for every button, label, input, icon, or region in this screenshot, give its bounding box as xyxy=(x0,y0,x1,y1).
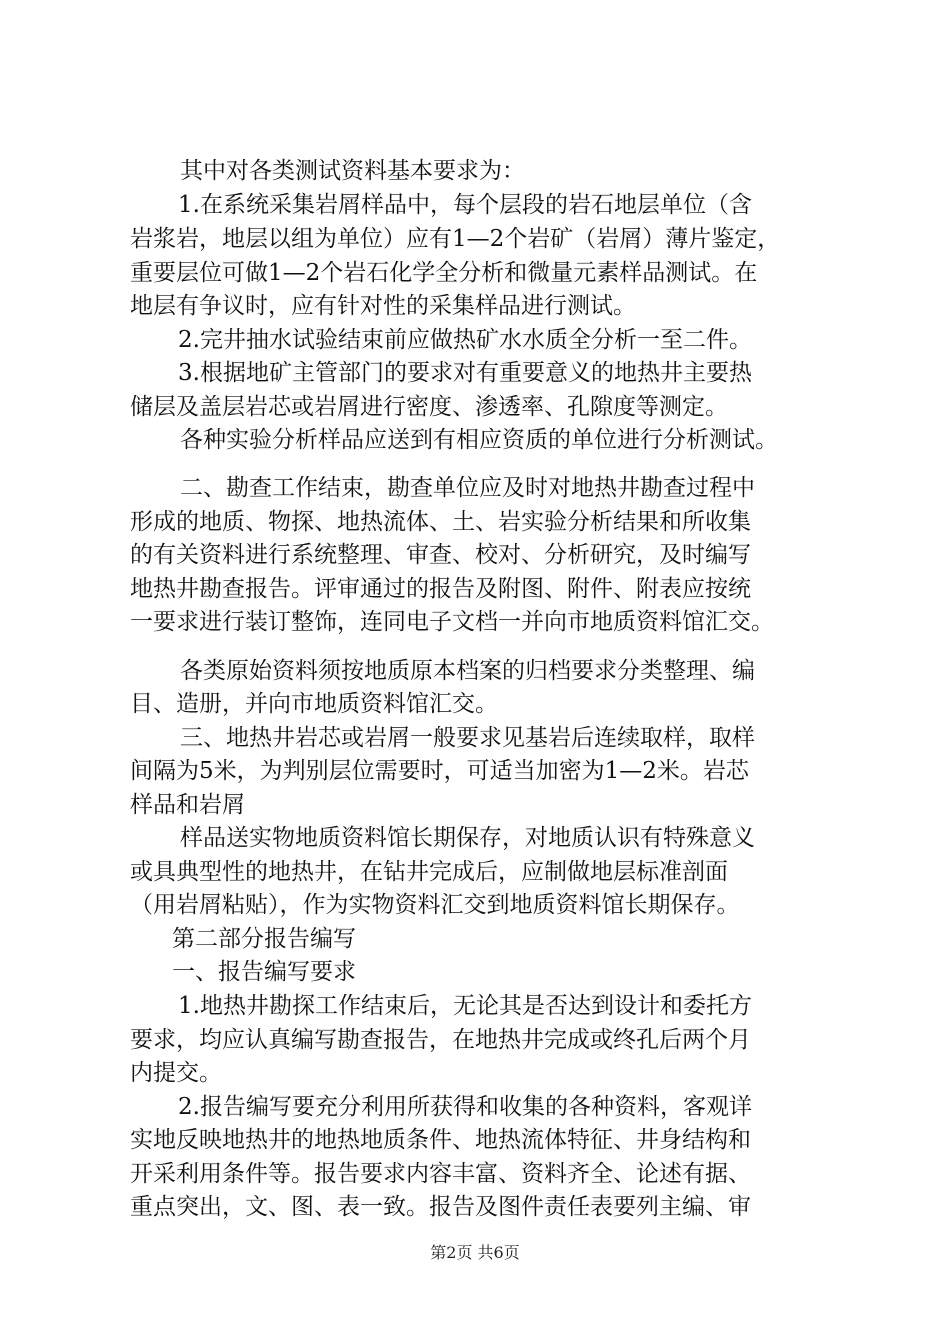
text-line: 2.完井抽水试验结束前应做热矿水水质全分析一至二件。 xyxy=(178,327,752,353)
text-line: 岩浆岩，地层以组为单位）应有1—2个岩矿（岩屑）薄片鉴定， xyxy=(130,226,781,252)
text-line: 一要求进行装订整饰，连同电子文档一并向市地质资料馆汇交。 xyxy=(130,609,774,635)
text-line: 重点突出，文、图、表一致。报告及图件责任表要列主编、审 xyxy=(130,1194,751,1220)
text-line: 重要层位可做1—2个岩石化学全分析和微量元素样品测试。在 xyxy=(130,260,758,286)
text-line: 其中对各类测试资料基本要求为： xyxy=(180,158,525,184)
text-line: （用岩屑粘贴），作为实物资料汇交到地质资料馆长期保存。 xyxy=(130,892,740,918)
text-line: 地层有争议时，应有针对性的采集样品进行测试。 xyxy=(130,293,636,319)
text-line: 1.地热井勘探工作结束后，无论其是否达到设计和委托方 xyxy=(178,993,752,1019)
text-line: 形成的地质、物探、地热流体、土、岩实验分析结果和所收集 xyxy=(130,509,751,535)
text-line: 样品和岩屑 xyxy=(130,792,245,818)
text-line: 的有关资料进行系统整理、审查、校对、分析研究，及时编写 xyxy=(130,542,751,568)
text-line: 储层及盖层岩芯或岩屑进行密度、渗透率、孔隙度等测定。 xyxy=(130,394,728,420)
text-line: 第二部分报告编写 xyxy=(172,926,356,952)
text-line: 3.根据地矿主管部门的要求对有重要意义的地热井主要热 xyxy=(178,360,752,386)
text-line: 开采利用条件等。报告要求内容丰富、资料齐全、论述有据、 xyxy=(130,1161,751,1187)
text-line: 二、勘查工作结束，勘查单位应及时对地热井勘查过程中 xyxy=(180,475,755,501)
text-line: 三、地热井岩芯或岩屑一般要求见基岩后连续取样，取样 xyxy=(180,725,755,751)
text-line: 间隔为5米，为判别层位需要时，可适当加密为1—2米。岩芯 xyxy=(130,758,749,784)
text-line: 地热井勘查报告。评审通过的报告及附图、附件、附表应按统 xyxy=(130,576,751,602)
text-line: 要求，均应认真编写勘查报告，在地热井完成或终孔后两个月 xyxy=(130,1027,751,1053)
text-line: 各类原始资料须按地质原本档案的归档要求分类整理、编 xyxy=(180,658,755,684)
text-line: 各种实验分析样品应送到有相应资质的单位进行分析测试。 xyxy=(180,427,778,453)
text-line: 实地反映地热井的地热地质条件、地热流体特征、井身结构和 xyxy=(130,1127,751,1153)
text-line: 目、造册，并向市地质资料馆汇交。 xyxy=(130,691,498,717)
text-line: 内提交。 xyxy=(130,1060,222,1086)
text-line: 一、报告编写要求 xyxy=(172,959,356,985)
text-line: 或具典型性的地热井，在钻井完成后，应制做地层标准剖面 xyxy=(130,859,728,885)
text-line: 1.在系统采集岩屑样品中，每个层段的岩石地层单位（含 xyxy=(178,192,752,218)
text-line: 2.报告编写要充分利用所获得和收集的各种资料，客观详 xyxy=(178,1094,752,1120)
text-line: 样品送实物地质资料馆长期保存，对地质认识有特殊意义 xyxy=(180,825,755,851)
page-footer: 第2页 共6页 xyxy=(430,1243,520,1262)
